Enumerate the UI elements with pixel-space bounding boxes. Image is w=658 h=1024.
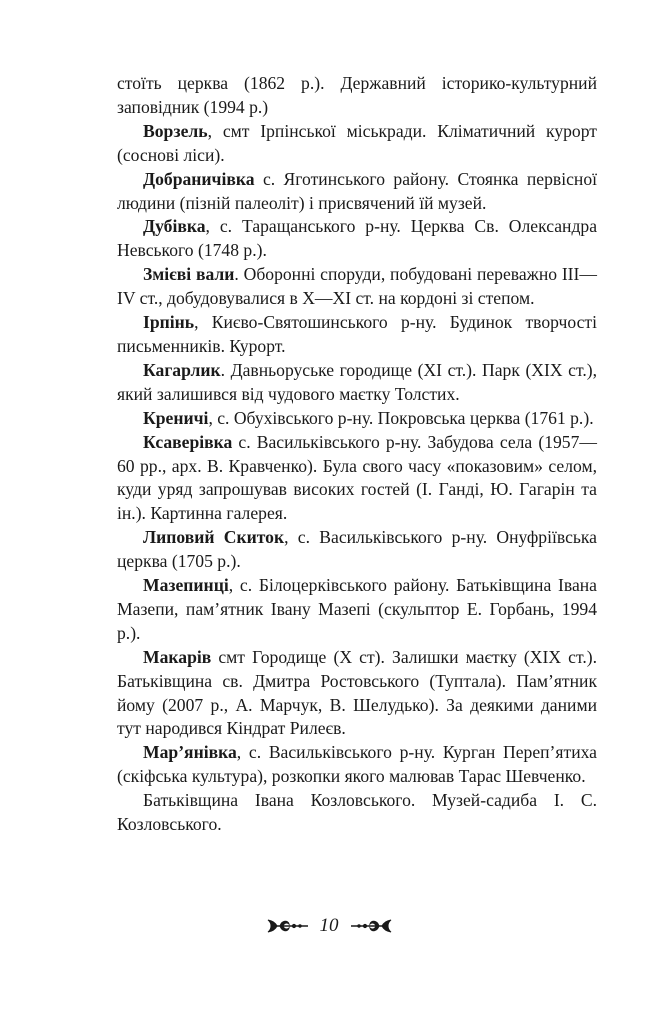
entry-continuation (117, 72, 597, 120)
entry-text: смт Городище (X ст). Залишки маєтку (XIX ст.). Батьківщина св. Дмитра Ростовського (Туптала). Пам’ятник йому (2007 р., А. Марчук, В. Шелудько). За деякими даними тут народився Кіндрат Рилеєв. (117, 646, 597, 739)
entry-kozlovskyi (117, 789, 597, 837)
entry-term: Ворзель (143, 120, 208, 141)
entry-marianivka (117, 741, 597, 789)
entry-term: Ксаверівка (143, 431, 233, 452)
page-text-block (117, 72, 597, 837)
entry-term: Макарів (143, 646, 212, 667)
entry-text: . Оборонні споруди, побудовані переважно III—IV ст., добудовувалися в X—XI ст. на кордоні зі степом. (117, 264, 597, 309)
entry-text: с. Яготинського району. Стоянка первісної людини (пізній палеоліт) і присвячений їй музей. (117, 168, 597, 213)
entry-text: стоїть церква (1862 р.). Державний історико-культурний заповідник (1994 р.) (117, 73, 597, 117)
entry-zmievi-valy (117, 263, 597, 311)
entry-text: , с. Васильківського р-ну. Онуфріївська церква (1705 р.). (117, 527, 597, 572)
entry-kaharlyk (117, 359, 597, 407)
entry-text: , с. Таращанського р-ну. Церква Св. Олександра Невського (1748 р.). (117, 216, 597, 261)
entry-text: , с. Білоцерківського району. Батьківщина Івана Мазепи, пам’ятник Івану Мазепі (скульптор Е. Горбань, 1994 р.). (117, 575, 597, 643)
entry-term: Кагарлик (143, 359, 221, 380)
page-number: 10 (319, 915, 339, 936)
entry-lypovyi-skytok (117, 526, 597, 574)
ornament-right-icon (349, 916, 393, 936)
entry-irpin (117, 311, 597, 359)
entry-term: Добраничівка (143, 168, 255, 189)
entry-ksaverivka (117, 431, 597, 527)
entry-text: , смт Ірпінської міськради. Кліматичний курорт (соснові ліси). (117, 120, 597, 165)
ornament-left-icon (266, 916, 310, 936)
entry-mazepyntsi (117, 574, 597, 646)
entry-term: Дубівка (143, 216, 206, 237)
entry-krenychi (117, 407, 597, 431)
entry-text: , с. Васильківського р-ну. Курган Переп’ятиха (скіфська культура), розкопки якого малював Тарас Шевченко. (117, 742, 597, 787)
entry-text: . Давньоруське городище (XI ст.). Парк (XIX ст.), який залишився від чудового маєтку Толстих. (117, 359, 597, 404)
entry-term: Мар’янівка (143, 742, 237, 763)
entry-term: Креничі (143, 407, 209, 428)
entry-makariv (117, 646, 597, 742)
entry-term: Змієві вали (143, 264, 235, 285)
entry-term: Липовий Скиток (143, 527, 285, 548)
entry-text: , с. Обухівського р-ну. Покровська церква (1761 р.). (208, 407, 594, 428)
entry-text: , Києво-Святошинського р-ну. Будинок творчості письменників. Курорт. (117, 312, 597, 356)
entry-dubivka (117, 215, 597, 263)
entry-vorzel (117, 120, 597, 168)
entry-term: Ірпінь (143, 312, 195, 333)
entry-text: Батьківщина Івана Козловського. Музей-садиба І. С. Козловського. (117, 790, 597, 835)
page-footer (0, 913, 658, 939)
entry-text: с. Васильківського р-ну. Забудова села (1957—60 рр., арх. В. Кравченко). Була свого часу «показовим» селом, куди уряд запрошував високих гостей (І. Ганді, Ю. Гагарін та ін.). Картинна галерея. (117, 431, 597, 524)
entry-term: Мазепинці (143, 575, 229, 596)
entry-dobranychivka (117, 168, 597, 216)
